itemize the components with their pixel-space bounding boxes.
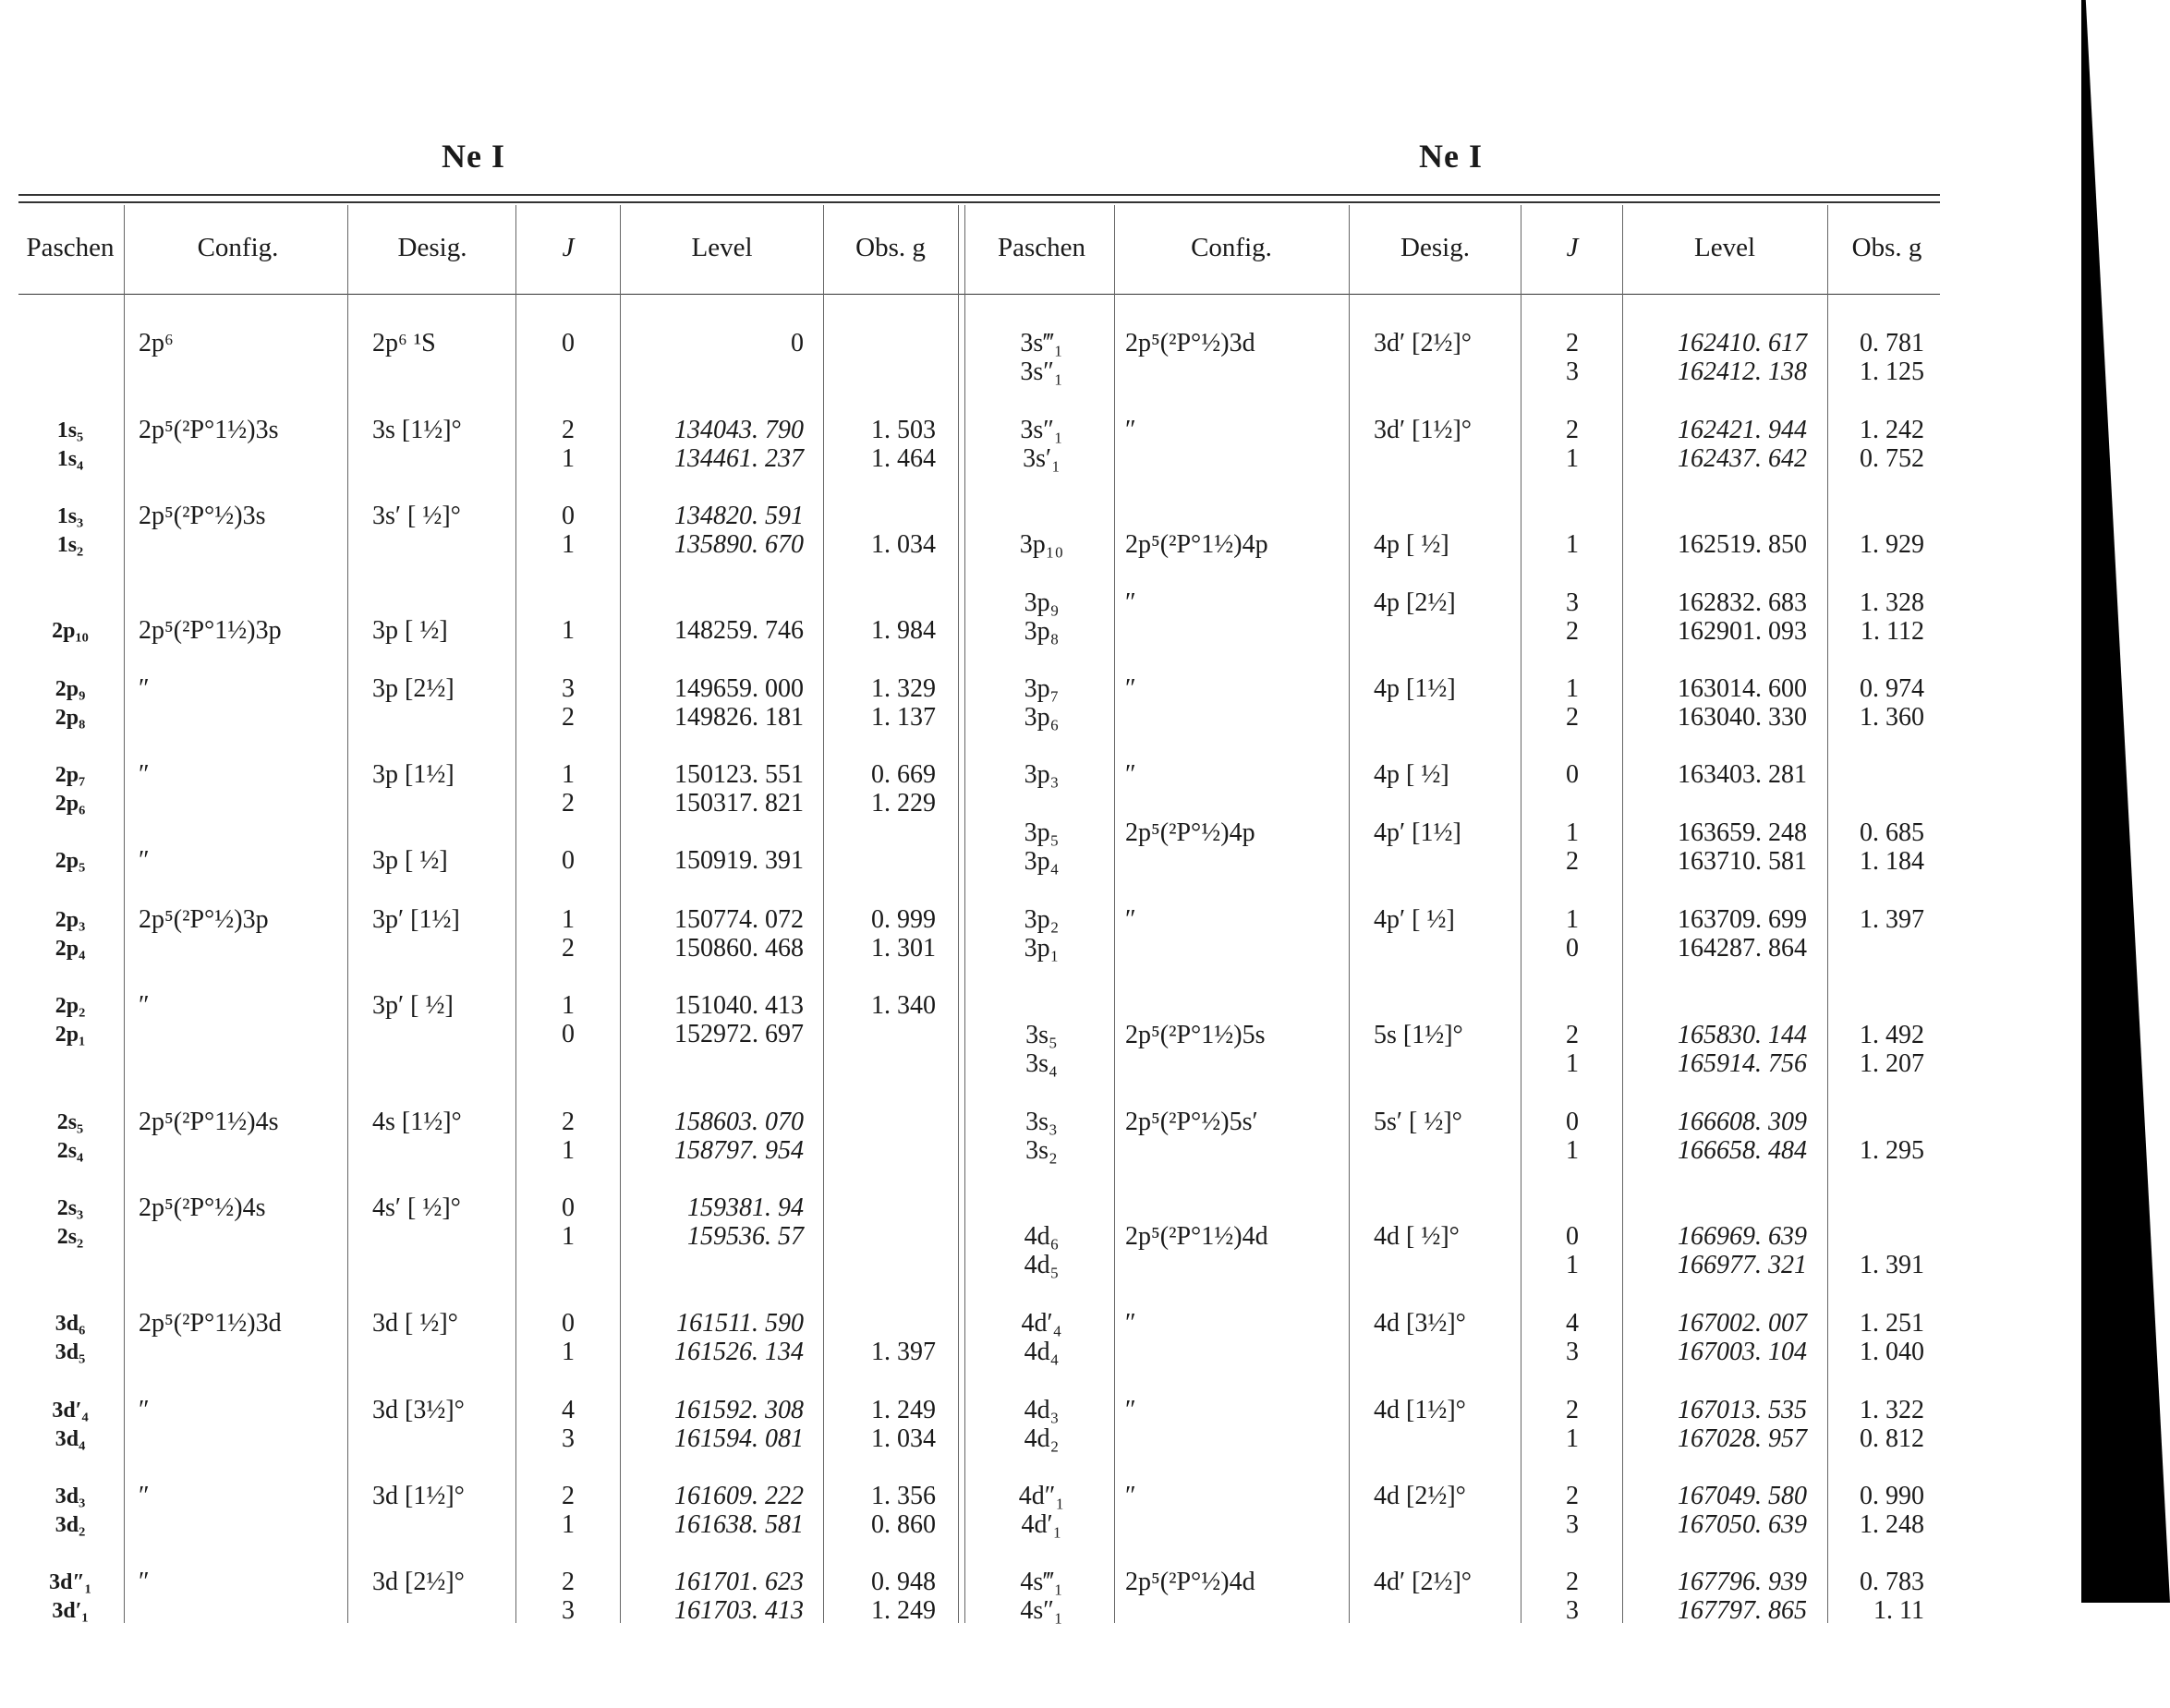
level-value: 161609. 222 [674, 1482, 804, 1510]
paschen-label: 4s‴₁ [1020, 1568, 1063, 1596]
config-label: 2p⁵(²P°1½)4s [139, 1108, 279, 1136]
paschen-label: 1s₂ [56, 533, 84, 557]
level-value: 167049. 580 [1678, 1482, 1807, 1510]
designation-label: 3d [ ½]° [372, 1309, 458, 1338]
j-value: 2 [1566, 1396, 1579, 1424]
level-value: 162437. 642 [1678, 444, 1807, 473]
designation-label: 4p [ ½] [1374, 760, 1449, 789]
paschen-label: 3d₆ [55, 1312, 86, 1336]
obs-g-value: 0. 860 [871, 1510, 936, 1539]
obs-g-value: 1. 207 [1860, 1049, 1924, 1078]
j-value: 2 [1566, 617, 1579, 646]
obs-g-value: 1. 248 [1860, 1510, 1924, 1539]
designation-label: 3d [3½]° [372, 1396, 465, 1424]
j-value: 3 [562, 1424, 575, 1453]
obs-g-value: 1. 929 [1860, 530, 1924, 559]
level-value: 159536. 57 [687, 1222, 804, 1251]
obs-g-value: 1. 301 [871, 934, 936, 963]
config-label: ″ [139, 1396, 150, 1424]
level-value: 150123. 551 [674, 760, 804, 789]
col-header-right-0: Paschen [997, 233, 1086, 262]
paschen-label: 2p₆ [55, 792, 86, 816]
paschen-label: 3s₄ [1025, 1049, 1058, 1078]
j-value: 1 [1566, 444, 1579, 473]
designation-label: 4p [2½] [1374, 588, 1456, 617]
j-value: 2 [1566, 1482, 1579, 1510]
j-value: 1 [562, 530, 575, 559]
paschen-label: 3d₂ [55, 1513, 86, 1537]
obs-g-value: 1. 229 [871, 789, 936, 818]
level-value: 166977. 321 [1678, 1251, 1807, 1279]
j-value: 0 [562, 1020, 575, 1048]
j-value: 2 [562, 1108, 575, 1136]
level-value: 0 [791, 329, 804, 357]
page-title-right: Ne I [1419, 138, 1483, 175]
config-label: ″ [139, 674, 150, 703]
paschen-label: 3p₄ [1024, 847, 1060, 876]
designation-label: 4d [ ½]° [1374, 1222, 1460, 1251]
obs-g-value: 1. 984 [871, 616, 936, 645]
level-value: 150860. 468 [674, 934, 804, 963]
j-value: 1 [562, 616, 575, 645]
obs-g-value: 1. 137 [871, 703, 936, 732]
paschen-label: 1s₄ [56, 447, 84, 471]
paschen-label: 4d″₁ [1018, 1482, 1065, 1510]
level-value: 152972. 697 [674, 1020, 804, 1048]
paschen-label: 4d′₁ [1021, 1510, 1062, 1539]
config-label: 2p⁵(²P°1½)3d [139, 1309, 282, 1338]
paschen-label: 2p₁ [55, 1023, 86, 1047]
config-label: ″ [139, 1482, 150, 1510]
col-header-right-3: J [1566, 233, 1579, 262]
obs-g-value: 0. 974 [1860, 674, 1924, 703]
obs-g-value: 1. 322 [1860, 1396, 1924, 1424]
config-label: ″ [1125, 1309, 1136, 1338]
level-value: 163014. 600 [1678, 674, 1807, 703]
col-header-left-5: Obs. g [855, 233, 926, 262]
paschen-label: 3p₉ [1024, 588, 1060, 617]
j-value: 0 [562, 846, 575, 875]
level-value: 165914. 756 [1678, 1049, 1807, 1078]
level-value: 161703. 413 [674, 1596, 804, 1625]
config-label: 2p⁵(²P°½)4s [139, 1193, 266, 1222]
designation-label: 3s′ [ ½]° [372, 502, 461, 530]
paschen-label: 3p₁₀ [1019, 530, 1064, 559]
level-value: 162519. 850 [1678, 530, 1807, 559]
j-value: 2 [562, 934, 575, 963]
page-title-left: Ne I [442, 138, 505, 175]
level-value: 163710. 581 [1678, 847, 1807, 876]
j-value: 1 [562, 1510, 575, 1539]
level-value: 148259. 746 [674, 616, 804, 645]
config-label: ″ [1125, 905, 1136, 934]
obs-g-value: 1. 184 [1860, 847, 1924, 876]
j-value: 3 [1566, 1596, 1579, 1625]
config-label: 2p⁵(²P°½)4d [1125, 1568, 1255, 1596]
paschen-label: 4d₃ [1024, 1396, 1060, 1424]
paschen-label: 3d₃ [55, 1484, 86, 1508]
obs-g-value: 1. 503 [871, 416, 936, 444]
obs-g-value: 0. 948 [871, 1568, 936, 1596]
j-value: 1 [1566, 1251, 1579, 1279]
paschen-label: 3s″₁ [1020, 357, 1063, 386]
obs-g-value: 1. 251 [1860, 1309, 1924, 1338]
level-value: 134043. 790 [674, 416, 804, 444]
j-value: 0 [562, 502, 575, 530]
paschen-label: 3d₅ [55, 1340, 86, 1364]
paschen-label: 4d₆ [1024, 1222, 1060, 1251]
config-label: ″ [1125, 1482, 1136, 1510]
obs-g-value: 0. 685 [1860, 818, 1924, 847]
paschen-label: 3s₅ [1025, 1021, 1058, 1049]
column-divider [1349, 205, 1350, 1623]
designation-label: 3p [ ½] [372, 616, 448, 645]
paschen-label: 2s₅ [56, 1110, 84, 1134]
column-divider [515, 205, 516, 1623]
paschen-label: 2s₂ [56, 1225, 84, 1249]
config-label: ″ [1125, 1396, 1136, 1424]
scan-edge-shadow [2081, 0, 2170, 1603]
j-value: 3 [1566, 588, 1579, 617]
config-label: ″ [1125, 416, 1136, 444]
designation-label: 4d [2½]° [1374, 1482, 1466, 1510]
level-value: 149826. 181 [674, 703, 804, 732]
level-value: 162410. 617 [1678, 329, 1807, 357]
paschen-label: 2p₁₀ [52, 619, 89, 643]
j-value: 2 [1566, 1021, 1579, 1049]
paschen-label: 3d′₁ [52, 1599, 89, 1623]
designation-label: 3p [1½] [372, 760, 455, 789]
paschen-label: 2p₅ [55, 849, 86, 873]
paschen-label: 2p₈ [55, 706, 86, 730]
level-value: 166658. 484 [1678, 1136, 1807, 1165]
config-label: ″ [139, 1568, 150, 1596]
level-value: 166969. 639 [1678, 1222, 1807, 1251]
paschen-label: 2p₃ [55, 908, 86, 932]
top-rule [18, 194, 1940, 196]
level-value: 162901. 093 [1678, 617, 1807, 646]
j-value: 4 [1566, 1309, 1579, 1338]
column-divider [1827, 205, 1828, 1623]
designation-label: 3p′ [ ½] [372, 991, 454, 1020]
j-value: 2 [562, 703, 575, 732]
obs-g-value: 0. 990 [1860, 1482, 1924, 1510]
level-value: 162832. 683 [1678, 588, 1807, 617]
j-value: 3 [562, 1596, 575, 1625]
j-value: 0 [1566, 1108, 1579, 1136]
j-value: 4 [562, 1396, 575, 1424]
level-value: 161526. 134 [674, 1338, 804, 1366]
obs-g-value: 1. 295 [1860, 1136, 1924, 1165]
paschen-label: 3s₂ [1025, 1136, 1058, 1165]
j-value: 1 [562, 1338, 575, 1366]
col-header-right-1: Config. [1191, 233, 1272, 262]
config-label: ″ [139, 991, 150, 1020]
j-value: 3 [1566, 1510, 1579, 1539]
j-value: 1 [562, 444, 575, 473]
column-divider [347, 205, 348, 1623]
obs-g-value: 0. 783 [1860, 1568, 1924, 1596]
j-value: 2 [1566, 847, 1579, 876]
designation-label: 2p⁶ ¹S [372, 329, 436, 357]
level-value: 161638. 581 [674, 1510, 804, 1539]
obs-g-value: 1. 397 [1860, 905, 1924, 934]
config-label: ″ [139, 846, 150, 875]
designation-label: 5s′ [ ½]° [1374, 1108, 1462, 1136]
level-value: 163040. 330 [1678, 703, 1807, 732]
j-value: 1 [1566, 674, 1579, 703]
obs-g-value: 1. 360 [1860, 703, 1924, 732]
j-value: 1 [1566, 818, 1579, 847]
designation-label: 4p [1½] [1374, 674, 1456, 703]
j-value: 2 [1566, 703, 1579, 732]
column-divider [620, 205, 621, 1623]
col-header-left-0: Paschen [26, 233, 115, 262]
paschen-label: 3p₅ [1024, 818, 1060, 847]
designation-label: 3p [ ½] [372, 846, 448, 875]
config-label: 2p⁵(²P°1½)3p [139, 616, 282, 645]
level-value: 163403. 281 [1678, 760, 1807, 789]
j-value: 3 [1566, 1338, 1579, 1366]
designation-label: 3d′ [2½]° [1374, 329, 1472, 357]
level-value: 134461. 237 [674, 444, 804, 473]
obs-g-value: 1. 340 [871, 991, 936, 1020]
obs-g-value: 1. 492 [1860, 1021, 1924, 1049]
designation-label: 4d′ [2½]° [1374, 1568, 1472, 1596]
designation-label: 4p′ [ ½] [1374, 905, 1455, 934]
designation-label: 3d′ [1½]° [1374, 416, 1472, 444]
designation-label: 3d [1½]° [372, 1482, 465, 1510]
config-label: ″ [139, 760, 150, 789]
level-value: 167013. 535 [1678, 1396, 1807, 1424]
obs-g-value: 1. 328 [1860, 588, 1924, 617]
paschen-label: 3s₃ [1025, 1108, 1058, 1136]
column-divider [124, 205, 125, 1623]
designation-label: 5s [1½]° [1374, 1021, 1463, 1049]
level-value: 162412. 138 [1678, 357, 1807, 386]
level-value: 158603. 070 [674, 1108, 804, 1136]
obs-g-value: 1. 249 [871, 1396, 936, 1424]
column-divider [823, 205, 824, 1623]
level-value: 150317. 821 [674, 789, 804, 818]
level-value: 167002. 007 [1678, 1309, 1807, 1338]
j-value: 1 [1566, 1049, 1579, 1078]
obs-g-value: 1. 356 [871, 1482, 936, 1510]
header-rule [18, 294, 1940, 295]
col-header-left-4: Level [691, 233, 753, 262]
obs-g-value: 1. 11 [1873, 1596, 1924, 1625]
obs-g-value: 0. 781 [1860, 329, 1924, 357]
level-value: 161511. 590 [676, 1309, 804, 1338]
obs-g-value: 1. 397 [871, 1338, 936, 1366]
level-value: 150919. 391 [674, 846, 804, 875]
level-value: 150774. 072 [674, 905, 804, 934]
config-label: 2p⁵(²P°1½)4p [1125, 530, 1268, 559]
designation-label: 3p′ [1½] [372, 905, 460, 934]
paschen-label: 3p₈ [1024, 617, 1060, 646]
obs-g-value: 1. 040 [1860, 1338, 1924, 1366]
level-value: 161701. 623 [674, 1568, 804, 1596]
config-label: 2p⁵(²P°1½)4d [1125, 1222, 1268, 1251]
j-value: 2 [562, 1482, 575, 1510]
level-value: 149659. 000 [674, 674, 804, 703]
j-value: 1 [1566, 1424, 1579, 1453]
j-value: 0 [1566, 934, 1579, 963]
paschen-label: 3s′₁ [1023, 444, 1061, 473]
paschen-label: 3d′₄ [52, 1399, 89, 1423]
designation-label: 3d [2½]° [372, 1568, 465, 1596]
obs-g-value: 0. 752 [1860, 444, 1924, 473]
j-value: 1 [1566, 1136, 1579, 1165]
paschen-label: 4d₄ [1024, 1338, 1060, 1366]
col-header-right-2: Desig. [1400, 233, 1470, 262]
paschen-label: 4d′₄ [1021, 1309, 1062, 1338]
paschen-label: 1s₅ [56, 418, 84, 442]
config-label: 2p⁶ [139, 329, 174, 357]
level-value: 165830. 144 [1678, 1021, 1807, 1049]
paschen-label: 2p₇ [55, 763, 86, 787]
config-label: 2p⁵(²P°½)5s′ [1125, 1108, 1258, 1136]
j-value: 1 [562, 1222, 575, 1251]
column-divider [964, 205, 965, 1623]
obs-g-value: 0. 669 [871, 760, 936, 789]
designation-label: 4p [ ½] [1374, 530, 1449, 559]
j-value: 2 [1566, 329, 1579, 357]
obs-g-value: 1. 391 [1860, 1251, 1924, 1279]
config-label: ″ [1125, 588, 1136, 617]
paschen-label: 3s‴₁ [1020, 329, 1063, 357]
j-value: 1 [562, 905, 575, 934]
col-header-right-5: Obs. g [1851, 233, 1922, 262]
designation-label: 4d [1½]° [1374, 1396, 1466, 1424]
column-divider [1622, 205, 1623, 1623]
col-header-left-1: Config. [197, 233, 279, 262]
obs-g-value: 0. 812 [1860, 1424, 1924, 1453]
level-value: 164287. 864 [1678, 934, 1807, 963]
designation-label: 4s′ [ ½]° [372, 1193, 461, 1222]
col-header-left-2: Desig. [397, 233, 467, 262]
level-value: 163659. 248 [1678, 818, 1807, 847]
config-label: 2p⁵(²P°1½)3s [139, 416, 279, 444]
paschen-label: 3d₄ [55, 1427, 86, 1451]
paschen-label: 2s₄ [56, 1139, 84, 1163]
level-value: 134820. 591 [674, 502, 804, 530]
j-value: 0 [1566, 1222, 1579, 1251]
level-value: 167003. 104 [1678, 1338, 1807, 1366]
obs-g-value: 1. 112 [1861, 617, 1924, 646]
paschen-label: 3p₂ [1024, 905, 1060, 934]
paschen-label: 3d″₁ [49, 1570, 91, 1594]
col-header-right-4: Level [1693, 233, 1755, 262]
j-value: 1 [1566, 905, 1579, 934]
level-value: 162421. 944 [1678, 416, 1807, 444]
top-rule-2 [18, 201, 1940, 203]
config-label: ″ [1125, 674, 1136, 703]
config-label: 2p⁵(²P°½)4p [1125, 818, 1255, 847]
paschen-label: 4d₂ [1024, 1424, 1060, 1453]
paschen-label: 4d₅ [1024, 1251, 1060, 1279]
paschen-label: 3p₁ [1024, 934, 1060, 963]
paschen-label: 3p₆ [1024, 703, 1060, 732]
obs-g-value: 1. 034 [871, 530, 936, 559]
j-value: 0 [1566, 760, 1579, 789]
j-value: 0 [562, 1309, 575, 1338]
j-value: 1 [562, 760, 575, 789]
j-value: 2 [1566, 1568, 1579, 1596]
paschen-label: 3p₇ [1024, 674, 1060, 703]
level-value: 167797. 865 [1678, 1596, 1807, 1625]
config-label: 2p⁵(²P°½)3s [139, 502, 266, 530]
paschen-label: 1s₃ [56, 504, 84, 528]
paschen-label: 4s″₁ [1020, 1596, 1063, 1625]
obs-g-value: 1. 464 [871, 444, 936, 473]
paschen-label: 2p₉ [55, 677, 86, 701]
paschen-label: 3p₃ [1024, 760, 1060, 789]
col-header-left-3: J [562, 233, 575, 262]
config-label: 2p⁵(²P°½)3d [1125, 329, 1255, 357]
obs-g-value: 1. 329 [871, 674, 936, 703]
column-divider [1114, 205, 1115, 1623]
designation-label: 3s [1½]° [372, 416, 462, 444]
j-value: 2 [562, 1568, 575, 1596]
level-value: 167028. 957 [1678, 1424, 1807, 1453]
level-value: 135890. 670 [674, 530, 804, 559]
config-label: 2p⁵(²P°1½)5s [1125, 1021, 1266, 1049]
paschen-label: 2p₂ [55, 994, 86, 1018]
level-value: 163709. 699 [1678, 905, 1807, 934]
config-label: 2p⁵(²P°½)3p [139, 905, 269, 934]
designation-label: 4p′ [1½] [1374, 818, 1461, 847]
level-value: 159381. 94 [687, 1193, 804, 1222]
j-value: 2 [1566, 416, 1579, 444]
designation-label: 4d [3½]° [1374, 1309, 1466, 1338]
level-value: 167050. 639 [1678, 1510, 1807, 1539]
obs-g-value: 0. 999 [871, 905, 936, 934]
level-value: 151040. 413 [674, 991, 804, 1020]
j-value: 1 [562, 991, 575, 1020]
paschen-label: 2p₄ [55, 937, 86, 961]
j-value: 1 [1566, 530, 1579, 559]
obs-g-value: 1. 125 [1860, 357, 1924, 386]
j-value: 1 [562, 1136, 575, 1165]
j-value: 2 [562, 416, 575, 444]
j-value: 0 [562, 1193, 575, 1222]
level-value: 166608. 309 [1678, 1108, 1807, 1136]
obs-g-value: 1. 242 [1860, 416, 1924, 444]
j-value: 0 [562, 329, 575, 357]
config-label: ″ [1125, 760, 1136, 789]
level-value: 161594. 081 [674, 1424, 804, 1453]
j-value: 2 [562, 789, 575, 818]
designation-label: 4s [1½]° [372, 1108, 462, 1136]
column-divider [958, 205, 959, 1623]
level-value: 161592. 308 [674, 1396, 804, 1424]
level-value: 167796. 939 [1678, 1568, 1807, 1596]
j-value: 3 [1566, 357, 1579, 386]
designation-label: 3p [2½] [372, 674, 455, 703]
paschen-label: 3s″₁ [1020, 416, 1063, 444]
obs-g-value: 1. 034 [871, 1424, 936, 1453]
level-value: 158797. 954 [674, 1136, 804, 1165]
paschen-label: 2s₃ [56, 1196, 84, 1220]
j-value: 3 [562, 674, 575, 703]
obs-g-value: 1. 249 [871, 1596, 936, 1625]
